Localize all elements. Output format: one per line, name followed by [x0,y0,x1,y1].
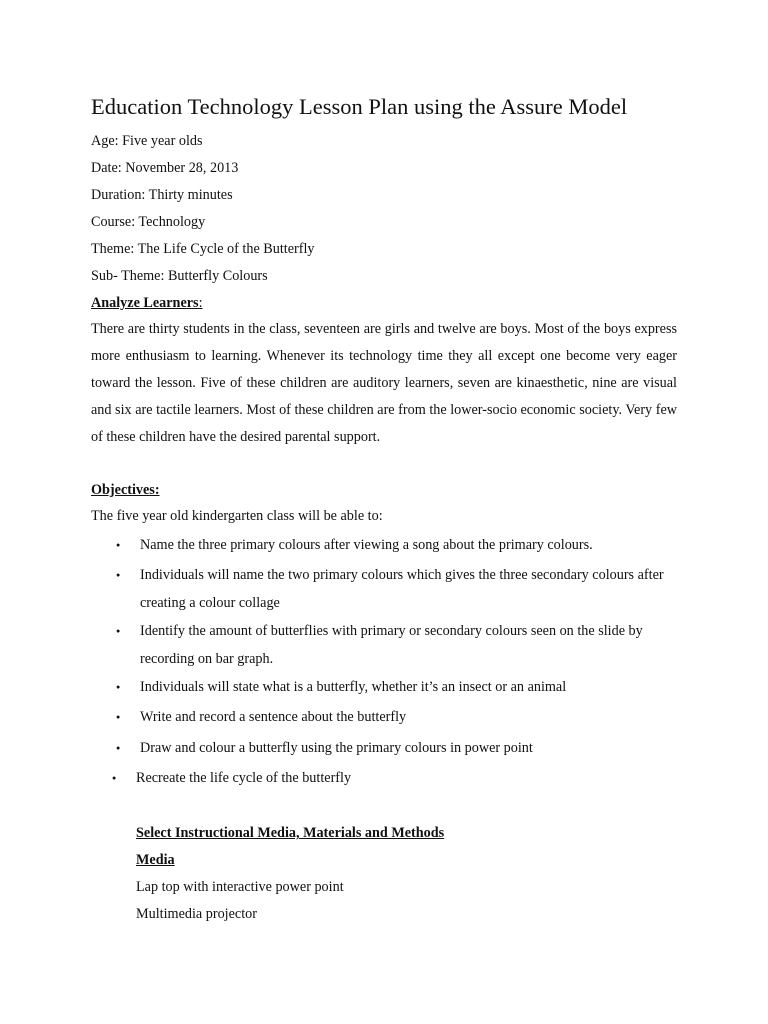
bullet-icon: ● [116,713,121,721]
select-media-heading: Select Instructional Media, Materials and Methods [136,825,445,841]
document-title: Education Technology Lesson Plan using the Assure Model [91,94,628,119]
meta-theme: Theme: The Life Cycle of the Butterfly [91,241,315,257]
objective-item: Individuals will name the two primary colours which gives the three secondary colours after creating a colour collage [140,567,664,611]
media-item: Lap top with interactive power point [136,879,344,895]
meta-duration: Duration: Thirty minutes [91,187,233,203]
meta-date: Date: November 28, 2013 [91,160,239,176]
media-subheading: Media [136,852,175,868]
bullet-icon: ● [112,774,117,782]
media-item: Multimedia projector [136,906,257,922]
objective-item: Draw and colour a butterfly using the primary colours in power point [140,740,533,756]
objective-item: Identify the amount of butterflies with primary or secondary colours seen on the slide by recording on bar graph. [140,623,643,667]
meta-age: Age: Five year olds [91,133,203,149]
meta-subtheme: Sub- Theme: Butterfly Colours [91,268,268,284]
bullet-icon: ● [116,744,121,752]
analyze-learners-heading [91,295,203,312]
objectives-intro: The five year old kindergarten class will be able to: [91,508,383,524]
bullet-icon: ● [116,541,121,549]
bullet-icon: ● [116,627,121,635]
analyze-heading-text: Analyze Learners [91,295,199,311]
objective-item: Individuals will state what is a butterfly, whether it’s an insect or an animal [140,679,567,695]
bullet-icon: ● [116,571,121,579]
analyze-paragraph: There are thirty students in the class, seventeen are girls and twelve are boys. Most of the boys express more enthusiasm to learning. Whenever its technology time they all except one become very eager toward the lesson. Five of these children are auditory learners, seven are kinaesthetic, nine are visual and six are tactile learners. Most of these children are from the lower-socio economic society. Very few of these children have the desired parental support. [91,321,677,445]
objective-item: Name the three primary colours after viewing a song about the primary colours. [140,537,593,553]
objective-item: Recreate the life cycle of the butterfly [136,770,352,786]
objective-item: Write and record a sentence about the butterfly [140,709,407,725]
objectives-heading: Objectives: [91,482,160,498]
analyze-heading-colon: : [198,295,203,311]
bullet-icon: ● [116,683,121,691]
meta-course: Course: Technology [91,214,206,230]
